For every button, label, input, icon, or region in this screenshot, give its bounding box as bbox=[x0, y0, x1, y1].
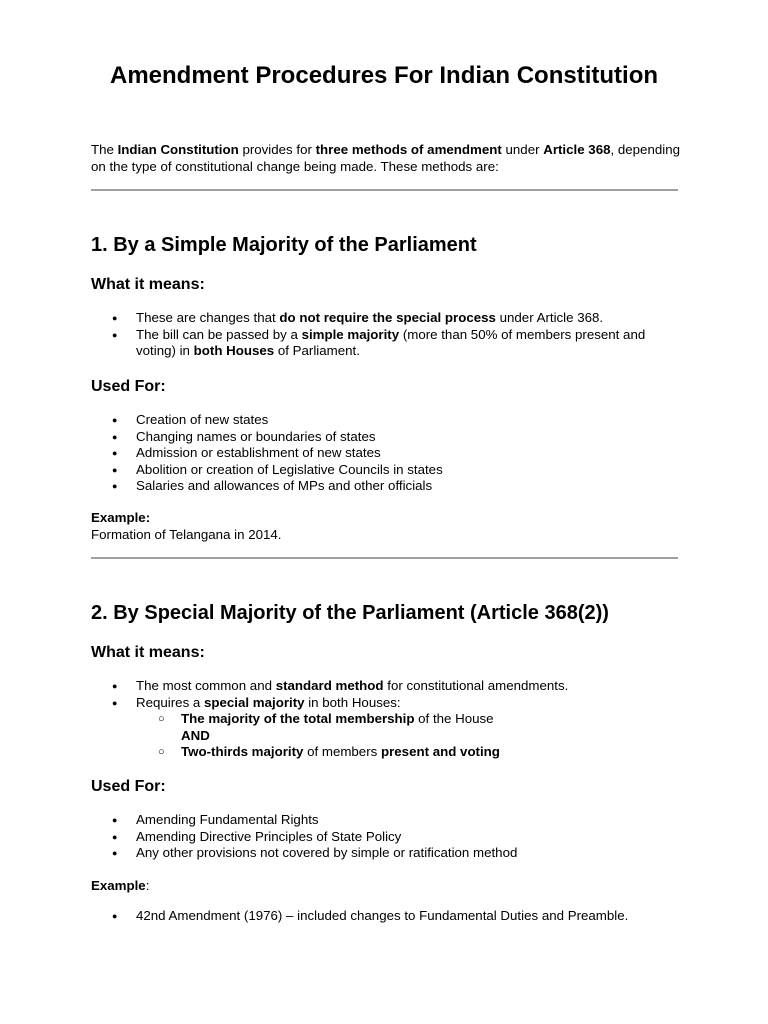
list-item: ● Salaries and allowances of MPs and other officials bbox=[91, 478, 681, 495]
intro-text: , depending on the type of constitutional change being made. These methods are: bbox=[91, 142, 680, 174]
item-bold: standard method bbox=[275, 678, 384, 693]
item-text: These are changes that bbox=[136, 310, 280, 325]
section-2-heading: 2. By Special Majority of the Parliament (Article 368(2)) bbox=[91, 602, 609, 624]
section-1-what-heading: What it means: bbox=[91, 276, 205, 293]
section-1-example-label: Example: bbox=[91, 510, 151, 525]
item-text: (more than 50% of members present and voting) in bbox=[136, 326, 646, 358]
list-item bbox=[91, 695, 681, 761]
list-item: ● Amending Directive Principles of State Policy bbox=[91, 829, 681, 846]
list-item: ● 42nd Amendment (1976) – included changes to Fundamental Duties and Preamble. bbox=[91, 908, 681, 925]
item-bold: Two-thirds majority bbox=[181, 744, 304, 759]
item-text: The most common and bbox=[136, 678, 276, 693]
section-2-used-list bbox=[91, 812, 681, 862]
section-1-heading: 1. By a Simple Majority of the Parliament bbox=[91, 234, 477, 256]
item-bold: both Houses bbox=[193, 343, 275, 358]
intro-bold: Indian Constitution bbox=[117, 142, 239, 157]
item-bold: do not require the special process bbox=[279, 310, 496, 325]
item-text: in both Houses: bbox=[304, 694, 401, 710]
section-1-example-text: Formation of Telangana in 2014. bbox=[91, 527, 282, 542]
section-2-example-list bbox=[91, 908, 681, 925]
example-label-text: Example bbox=[91, 878, 146, 893]
section-2-used-heading: Used For: bbox=[91, 778, 166, 795]
list-item: ● Amending Fundamental Rights bbox=[91, 812, 681, 829]
item-bold: The majority of the total membership bbox=[181, 711, 415, 726]
section-1-used-list bbox=[91, 412, 681, 495]
list-item: ● Any other provisions not covered by simple or ratification method bbox=[91, 845, 681, 862]
example-colon: : bbox=[145, 878, 150, 893]
section-2-what-heading: What it means: bbox=[91, 644, 205, 661]
item-bold: AND bbox=[181, 727, 210, 743]
list-item bbox=[91, 678, 681, 695]
list-item: ● Creation of new states bbox=[91, 412, 681, 429]
list-item bbox=[91, 327, 681, 360]
item-text: Requires a bbox=[136, 694, 204, 710]
divider bbox=[91, 557, 678, 559]
sub-list-item bbox=[136, 744, 681, 761]
list-item: ● Changing names or boundaries of states bbox=[91, 429, 681, 446]
sub-list bbox=[136, 711, 681, 761]
document-title: Amendment Procedures For Indian Constitution bbox=[109, 62, 659, 89]
section-2-what-list bbox=[91, 678, 681, 761]
item-text: under Article 368. bbox=[495, 310, 604, 325]
item-bold: present and voting bbox=[380, 744, 500, 759]
intro-bold: Article 368 bbox=[543, 142, 611, 157]
item-text: of Parliament. bbox=[274, 343, 360, 358]
item-bold: simple majority bbox=[301, 326, 400, 342]
item-text: of the House bbox=[414, 711, 494, 726]
item-text: for constitutional amendments. bbox=[383, 678, 569, 693]
intro-text: The bbox=[91, 142, 118, 157]
item-text: of members bbox=[303, 744, 381, 759]
divider bbox=[91, 189, 678, 191]
intro-paragraph bbox=[91, 141, 681, 175]
list-item bbox=[91, 310, 681, 327]
section-2-example-label bbox=[91, 878, 149, 893]
intro-text: provides for bbox=[238, 142, 316, 157]
sub-list-item bbox=[136, 711, 681, 744]
item-bold: special majority bbox=[204, 694, 305, 710]
item-text: The bill can be passed by a bbox=[136, 326, 302, 342]
section-1-what-list bbox=[91, 310, 681, 360]
list-item: ● Admission or establishment of new states bbox=[91, 445, 681, 462]
list-item: ● Abolition or creation of Legislative Councils in states bbox=[91, 462, 681, 479]
section-1-used-heading: Used For: bbox=[91, 378, 166, 395]
intro-text: under bbox=[501, 142, 544, 157]
intro-bold: three methods of amendment bbox=[315, 142, 502, 157]
